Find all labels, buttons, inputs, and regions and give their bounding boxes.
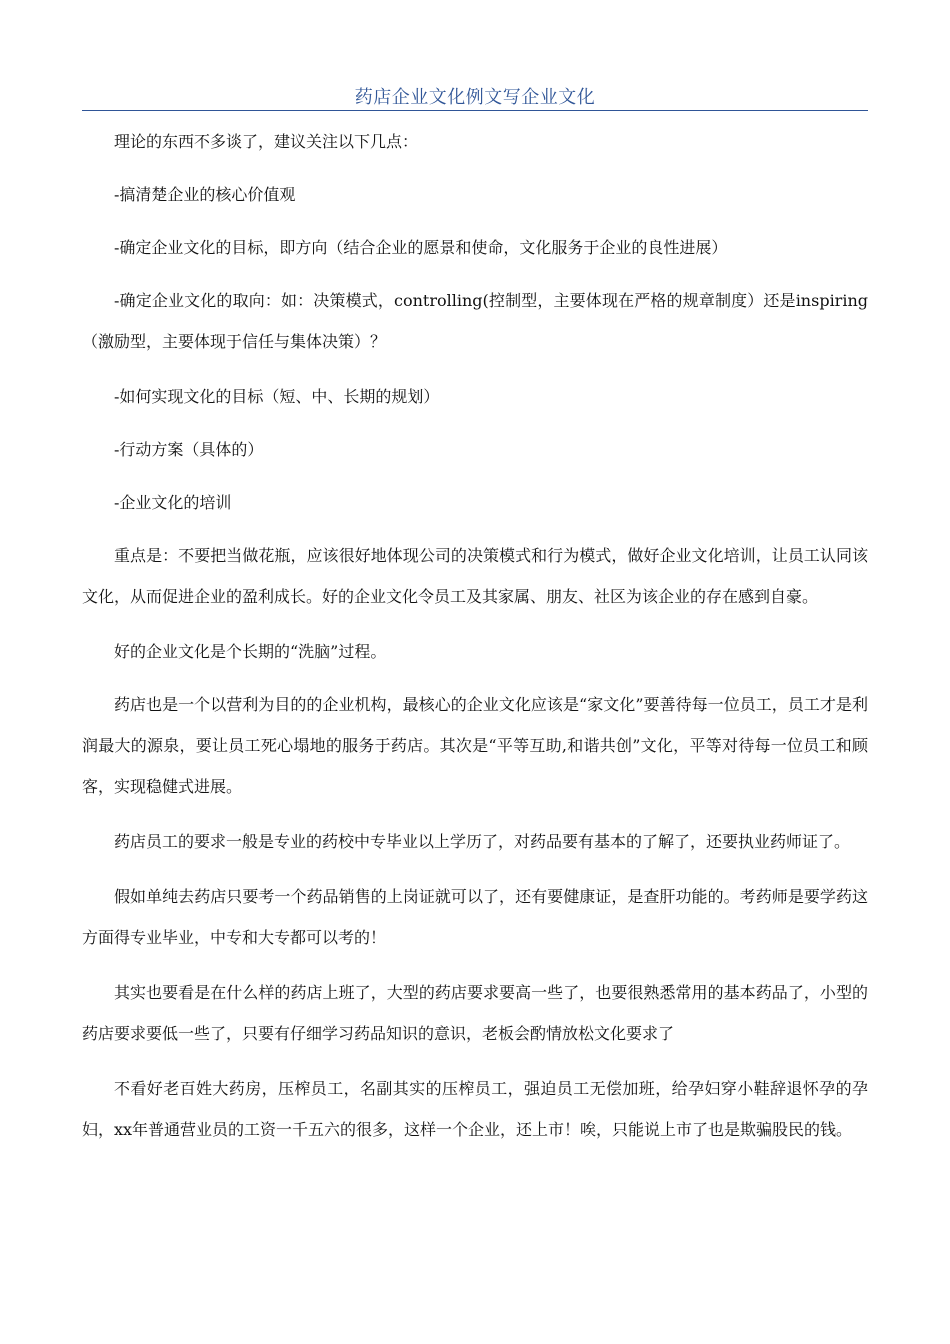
paragraph-brainwashing: 好的企业文化是个长期的“洗脑”过程。 bbox=[114, 642, 387, 661]
paragraph-key-point: 重点是：不要把当做花瓶，应该很好地体现公司的决策模式和行为模式，做好企业文化培训，让员工认同该文化，从而促进企业的盈利成长。好的企业文化令员工及其家属、朋友、社区为该企业的存在感到自豪。 bbox=[82, 546, 868, 606]
paragraph-action-plan: -行动方案（具体的） bbox=[114, 440, 264, 459]
paragraph-culture-goal: -确定企业文化的目标，即方向（结合企业的愿景和使命，文化服务于企业的良性进展） bbox=[114, 238, 728, 257]
paragraph-achieve-goal: -如何实现文化的目标（短、中、长期的规划） bbox=[114, 387, 440, 406]
paragraph-pharmacy-size: 其实也要看是在什么样的药店上班了，大型的药店要求要高一些了，也要很熟悉常用的基本药品了，小型的药店要求要低一些了，只要有仔细学习药品知识的意识，老板会酌情放松文化要求了 bbox=[82, 983, 868, 1043]
paragraph-core-values: -搞清楚企业的核心价值观 bbox=[114, 185, 296, 204]
document-header bbox=[82, 80, 868, 111]
document-title: 药店企业文化例文写企业文化 bbox=[354, 87, 596, 108]
paragraph-intro: 理论的东西不多谈了，建议关注以下几点： bbox=[114, 132, 419, 151]
paragraph-staff-requirements: 药店员工的要求一般是专业的药校中专毕业以上学历了，对药品要有基本的了解了，还要执业药师证了。 bbox=[114, 832, 851, 851]
document-body bbox=[82, 121, 868, 1164]
paragraph-culture-training: -企业文化的培训 bbox=[114, 493, 232, 512]
paragraph-pharmacy-culture: 药店也是一个以营利为目的的企业机构，最核心的企业文化应该是“家文化”要善待每一位员工，员工才是利润最大的源泉，要让员工死心塌地的服务于药店。其次是“平等互助,和谐共创”文化，平等对待每一位员工和顾客，实现稳健式进展。 bbox=[82, 695, 868, 796]
paragraph-criticism: 不看好老百姓大药房，压榨员工，名副其实的压榨员工，强迫员工无偿加班，给孕妇穿小鞋辞退怀孕的孕妇，xx年普通营业员的工资一千五六的很多，这样一个企业，还上市！唉，只能说上市了也是欺骗股民的钱。 bbox=[82, 1079, 868, 1139]
paragraph-culture-orientation: -确定企业文化的取向：如：决策模式，controlling(控制型，主要体现在严格的规章制度）还是inspiring（激励型，主要体现于信任与集体决策）？ bbox=[82, 291, 868, 351]
paragraph-certificates: 假如单纯去药店只要考一个药品销售的上岗证就可以了，还有要健康证，是查肝功能的。考药师是要学药这方面得专业毕业，中专和大专都可以考的！ bbox=[82, 887, 868, 947]
